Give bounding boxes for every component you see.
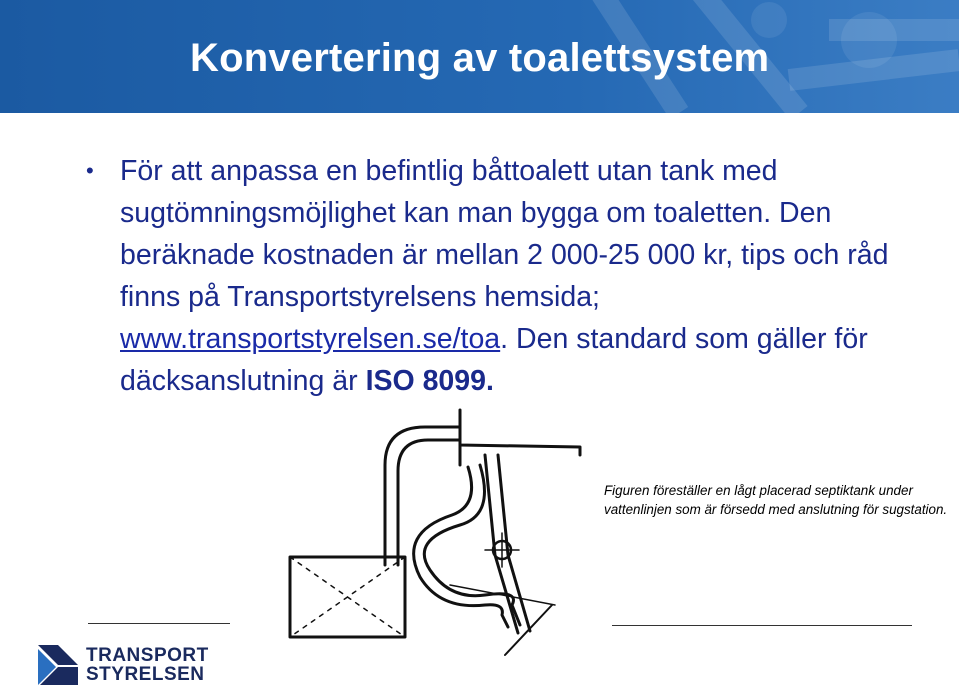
page-title: Konvertering av toalettsystem [190, 36, 770, 80]
bullet-marker: • [86, 158, 94, 183]
logo-line-2: STYRELSEN [86, 664, 205, 685]
paragraph-text-2: . Den standard som gäller för däcksanslutning är [120, 323, 868, 397]
body-paragraph [120, 150, 910, 402]
transportstyrelsen-logo-icon [38, 645, 78, 685]
footer-rule-left [88, 623, 230, 624]
footer-rule-right [612, 625, 912, 626]
septic-tank-diagram [280, 405, 600, 665]
header-banner [0, 0, 959, 113]
logo-line-1: TRANSPORT [86, 645, 209, 666]
figure-caption: Figuren föreställer en lågt placerad septiktank under vattenlinjen som är försedd med anslutning för sugstation. [604, 483, 948, 517]
transportstyrelsen-link[interactable]: www.transportstyrelsen.se/toa [120, 323, 501, 355]
iso-standard-text: ISO 8099. [365, 365, 494, 397]
logo-wordmark [86, 646, 209, 684]
paragraph-text-1: För att anpassa en befintlig båttoalett utan tank med sugtömningsmöjlighet kan man bygga om toaletten. Den beräknade kostnaden är mellan 2 000-25 000 kr, tips och råd finns på Transportstyrelsens hemsida; [120, 155, 889, 313]
